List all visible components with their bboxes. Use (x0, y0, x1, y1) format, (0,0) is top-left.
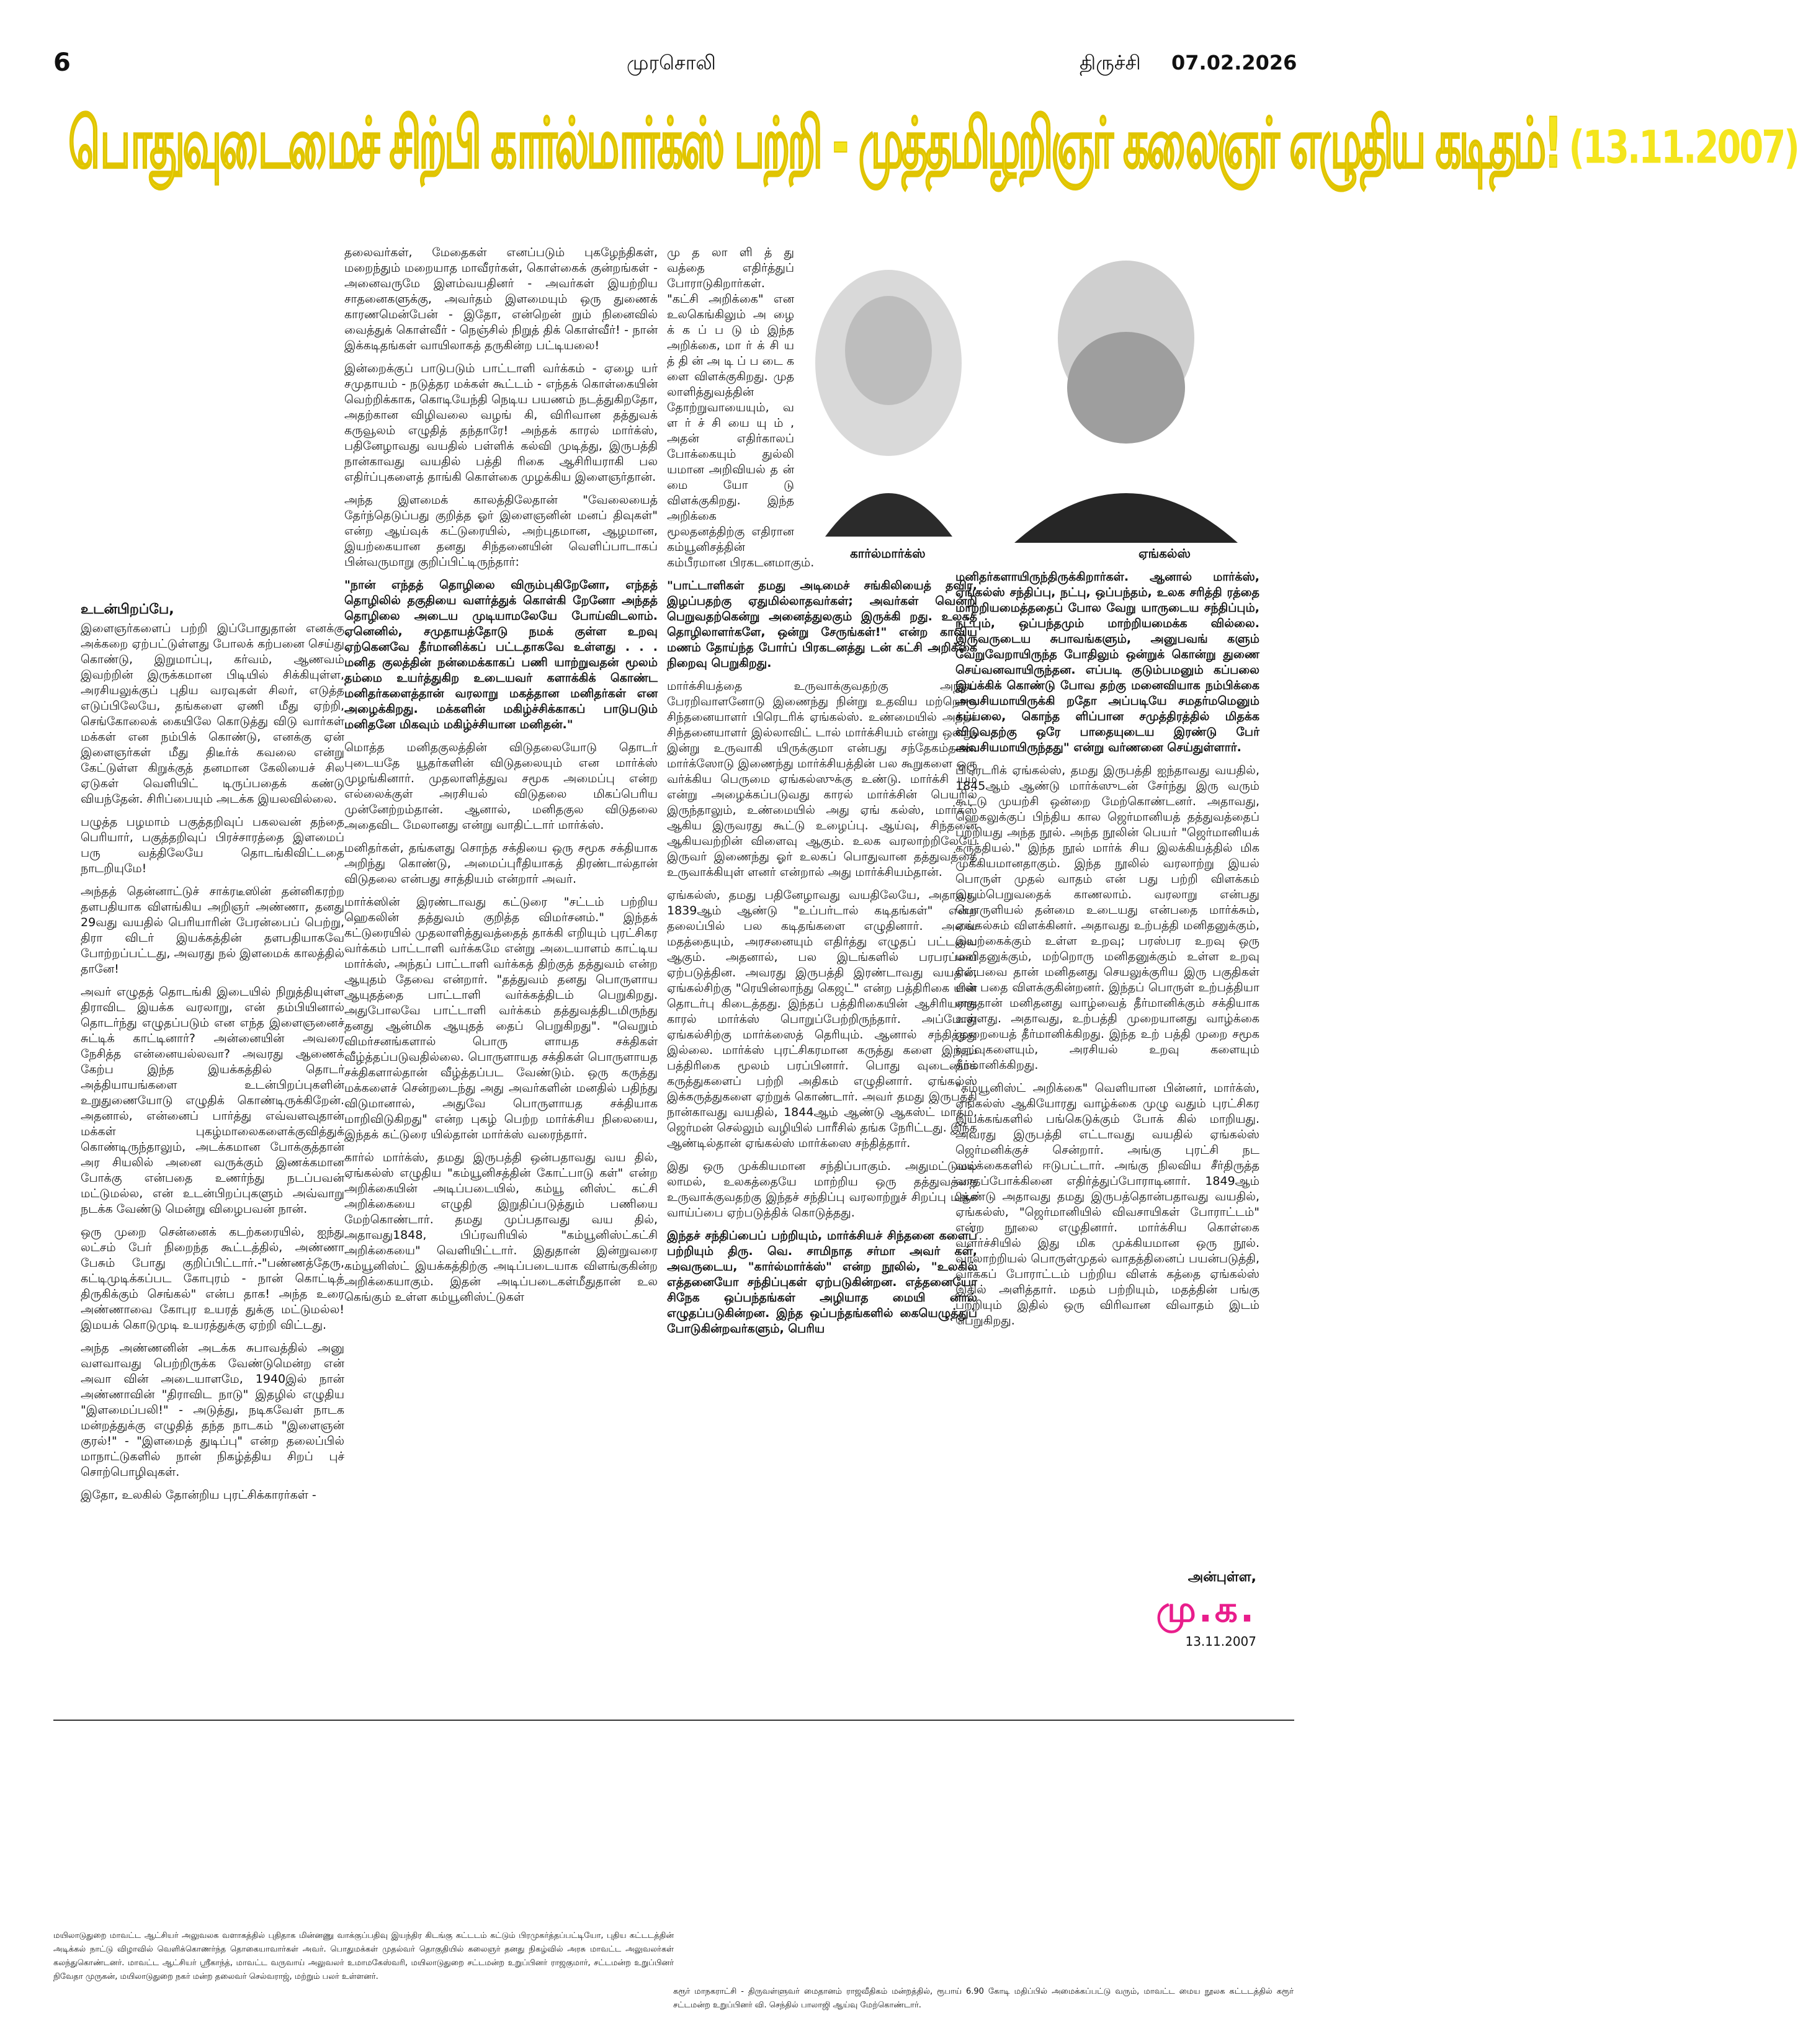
paragraph: அவர் எழுதத் தொடங்கி இடையில் நிறுத்தியுள்ள திராவிட இயக்க வரலாறு, என் தம்பியினால் தொடர்ந்து எழுதப்படும் என எந்த இளைஞனைச் சுட்டிக் காட்டினார்? அன்னையின் அவரை நேசித்த என்னையல்லவா? அவரது ஆணைக் கேற்ப இந்த இயக்கத்தில் தொடர் அத்தியாயங்களை உடன்பிறப்புகளின் உறுதுணையோடு எழுதிக் கொண்டிருக்கிறேன். அதனால், என்னைப் பார்த்து எவ்வளவுதான் மக்கள் புகழ்மாலைகளைக்குவித்துக் கொண்டிருந்தாலும், அடக்கமான போக்குத்தான் அர சியலில் அனை வருக்கும் இணக்கமான போக்கு என்பதை உணர்ந்து நடப்பவன் மட்டுமல்ல, என் உடன்பிறப்புகளும் அவ்வாறு நடக்க வேண்டு மென்று விழைபவன் நான். (81, 985, 344, 1216)
paragraph: கார்ல் மார்க்ஸ், தமது இருபத்தி ஒன்பதாவது வய தில், ஏங்கல்ஸ் எழுதிய "கம்யூனிசத்தின் கோட்பாடு கள்" என்ற அறிக்கையின் அடிப்படையில், கம்யூ னிஸ்ட் கட்சி அறிக்கையை எழுதி இறுதிப்படுத்தும் பணியை மேற்கொண்டார். தமது முப்பதாவது வய தில், அதாவது1848, பிப்ரவரியில் "கம்யூனிஸ்ட்கட்சி அறிக்கையை" வெளியிட்டார். இதுதான் இன்றுவரை கம்யூனிஸ்ட் இயக்கத்திற்கு அடிப்படையாக விளங்குகின்ற அறிக்கையாகும். இதன் அடிப்படைகள்மீதுதான் உல கெங்கும் உள்ள கம்யூனிஸ்ட்டுகள் (344, 1151, 658, 1304)
article-column-4 (955, 569, 1259, 1593)
paragraph: பிரெடரிக் ஏங்கல்ஸ், தமது இருபத்தி ஐந்தாவது வயதில், 1845ஆம் ஆண்டு மார்க்ஸுடன் சேர்ந்து இரு வரும் கூட்டு முயற்சி ஒன்றை மேற்கொண்டனர். அதாவது, ஹெகலுக்குப் பிந்திய கால ஜெர்மானியத் தத்துவத்தைப் பற்றியது அந்த நூல். அந்த நூலின் பெயர் "ஜெர்மானியக் கருத்தியல்." இந்த நூல் மார்க் சிய இலக்கியத்தில் மிக முக்கியமானதாகும். இந்த நூலில் வரலாற்று இயல் பொருள் முதல் வாதம் என் பது பற்றி விளக்கம் இடம்பெறுவதைக் காணலாம். வரலாறு என்பது பொருளியல் தன்மை உடையது என்பதை மார்க்சும், ஏங்கல்சும் விளக்கினர். அதாவது உற்பத்தி மனிதனுக்கும், இயற்கைக்கும் உள்ள உறவு; பரஸ்பர உறவு ஒரு மனிதனுக்கும், மற்றொரு மனிதனுக்கும் உள்ள உறவு என்பவை தான் மனிதனது செயலுக்குரிய இரு பகுதிகள் என் பதை விளக்குகின்றனர். இந்தப் பொருள் உற்பத்தியா னதுதான் மனிதனது வாழ்வைத் தீர்மானிக்கும் சக்தியாக உள்ளது. அதாவது, உற்பத்தி முறையானது வாழ்க்கை முறையைத் தீர்மானிக்கிறது. இந்த உற் பத்தி முறை சமூக உறவுகளையும், அரசியல் உறவு களையும் தீர்மானிக்கிறது. (955, 764, 1259, 1072)
paragraph: தலைவர்கள், மேதைகள் எனப்படும் புகழேந்திகள், மறைந்தும் மறையாத மாவீரர்கள், கொள்கைக் குன்றங்கள் - அனைவருமே இளம்வயதினர் - அவர்கள் இயற்றிய சாதனைகளுக்கு, அவர்தம் இளமையும் ஒரு துணைக் காரணமென்பேன் - இதோ, என்றென் றும் நினைவில் வைத்துக் கொள்வீர் - நெஞ்சில் நிறுத் திக் கொள்வீர்! - நான் இக்கடிதங்கள் வாயிலாகத் தருகின்ற பட்டியலை! (344, 246, 658, 352)
paragraph: ஏங்கல்ஸ், தமது பதினேழாவது வயதிலேயே, அதாவது 1839ஆம் ஆண்டு "உப்பர்டால் கடிதங்கள்" என்ற தலைப்பில் பல கடிதங்களை எழுதினார். அவை மதத்தையும், அரசனையும் எதிர்த்து எழுதப் பட்டவை ஆகும். அதனால், பல இடங்களில் பரபரப்பை ஏற்படுத்தின. அவரது இருபத்தி இரண்டாவது வயதில், ஏங்கல்சிற்கு "ரெயின்லாந்து கெஜட்" என்ற பத்திரிகை யின் தொடர்பு கிடைத்தது. இந்தப் பத்திரிகையின் ஆசிரியராக காரல் மார்க்ஸ் பொறுப்பேற்றிருந்தார். அப்போது ஏங்கல்சிற்கு மார்க்ஸைத் தெரியும். ஆனால் சந்தித்தது இல்லை. மார்க்ஸ் புரட்சிகரமான கருத்து களை இந்தப் பத்திரிகை மூலம் பரப்பினார். பொது வுடைமைக் கருத்துகளைப் பற்றி அதிகம் எழுதினார். ஏங்கல்ஸ் இக்கருத்துகளை ஏற்றுக் கொண்டார். அவர் தமது இருபத்தி நான்காவது வயதில், 1844ஆம் ஆண்டு ஆகஸ்ட் மாதம், ஜெர்மன் செல்லும் வழியில் பாரீசில் தங்க நேரிட்டது. இந்த ஆண்டில்தான் ஏங்கல்ஸ் மார்க்ஸை சந்தித்தார். (667, 888, 977, 1150)
paragraph: மு த லா ளி த் து வத்தை எதிர்த்துப் போராடுகிறார்கள். "கட்சி அறிக்கை" என உலகெங்கிலும் அ ழை க் க ப் ப டு ம் இந்த அறிக்கை, மா ர் க் சி ய த் தி ன் அ டி ப் ப டை க ளை விளக்குகிறது. முத லாளித்துவத்தின் தோற்றுவாயையும், வ ள ர் ச் சி யை யு ம் , அதன் எதிர்காலப் போக்கையும் துல்லி யமான அறிவியல் த ன் மை யோ டு விளக்குகிறது. இந்த அறிக்கை மூலதனத்திற்கு எதிரான கம்யூனிசத்தின் கம்பீரமான பிரகடனமாகும். (667, 246, 815, 569)
paragraph: மனிதர்கள், தங்களது சொந்த சக்தியை ஒரு சமூக சக்தியாக அறிந்து கொண்டு, அமைப்புரீதியாகத் திரண்டால்தான் விடுதலை என்பது சாத்தியம் என்றார் அவர். (344, 841, 658, 886)
headline-title: பொதுவுடைமைச் சிற்பி கார்ல்மார்க்ஸ் பற்றி - முத்தமிழறிஞர் கலைஞர் எழுதிய கடிதம்! (68, 102, 1560, 184)
sharma-quote-continued: மனிதர்களாயிருந்திருக்கிறார்கள். ஆனால் மார்க்ஸ், ஏங்கல்ஸ் சந்திப்பு, நட்பு, ஒப்பந்தம், உலக சரித்தி ரத்தை மாற்றியமைத்ததைப் போல வேறு யாருடைய சந்திப்பும், நட்பும், ஒப்பந்தமும் மாற்றியமைக்க வில்லை. இருவருடைய சுபாவங்களும், அனுபவங் களும் வேறுவேறாயிருந்த போதிலும் ஒன்றுக் கொன்று துணை செய்வனவாயிருந்தன. எப்படி குடும்பமனும் கப்பலை இயக்கிக் கொண்டு போவ தற்கு மனைவியாக நம்பிக்கை அவசியமாயிருக்கி றதோ அப்படியே சமதர்மமெனும் கப்பலை, கொந்த ளிப்பான சமுத்திரத்தில் மிதக்க விடுவதற்கு ஒரே பாதையுடைய இரண்டு பேர் அவசியமாயிருந்தது" என்று வர்ணனை செய்துள்ளார். (955, 570, 1259, 754)
paragraph: மார்க்சியத்தை உருவாக்குவதற்கு அந்தப் பேரறிவாளனோடு இணைந்து நின்று உதவிய மற்றொரு சிந்தனையாளர் பிரெடரிக் ஏங்கல்ஸ். உண்மையில் அந்தச் சிந்தனையாளர் இல்லாவிட் டால் மார்க்சியம் என்று ஒன்று, இன்று உருவாகி யிருக்குமா என்பது சந்தேகம்தான். மார்க்ஸோடு இணைந்து மார்க்சியத்தின் பல கூறுகளை ஒரு வர்க்கிய பெருமை ஏங்கல்ஸுக்கு உண்டு. மார்க்சி யம் என்று அழைக்கப்படுவது காரல் மார்க்சின் பெயரில் இருந்தாலும், உண்மையில் அது ஏங் கல்ஸ், மார்க்ஸ் ஆகிய இருவரது கூட்டு உழைப்பு. ஆய்வு, சிந்தனை ஆகியவற்றின் விளைவு ஆகும். உலக வரலாற்றிலேயே இருவர் இணைந்து ஓர் உலகப் பொதுவான தத்துவத்தை உருவாக்கியுள் ளனர் என்றால் அது மார்க்சியம்தான். (667, 679, 977, 879)
article-column-1 (81, 602, 344, 1582)
marx-caption: கார்ல்மார்க்ஸ் (850, 546, 926, 561)
paragraph: அந்த இளமைக் காலத்திலேதான் "வேலையைத் தேர்ந்தெடுப்பது குறித்த ஓர் இளைஞனின் மனப் திவுகள்" என்ற ஆய்வுக் கட்டுரையில், அற்புதமான, ஆழமான, இயற்கையான தனது சிந்தனையின் வெளிப்பாடாகப் பின்வருமாறு குறிப்பிட்டிருந்தார்: (344, 493, 658, 569)
paragraph: மொத்த மனிதகுலத்தின் விடுதலையோடு தொடர் புடையதே யூதர்களின் விடுதலையும் என மார்க்ஸ் முழங்கினார். முதலாளித்துவ சமூக அமைப்பு என்ற எல்லைக்குள் அரசியல் விடுதலை மிகப்பெரிய முன்னேற்றம்தான். ஆனால், மனிதகுல விடுதலை அதைவிட மேலானது என்று வாதிட்டார் மார்க்ஸ். (344, 741, 658, 832)
bottom-caption-left: மயிலாடுதுறை மாவட்ட ஆட்சியர் அலுவலக வளாகத்தில் புதிதாக மின்னணு வாக்குப்பதிவு இயந்திர கிடங்கு கட்டடம் கட்டும் பிரமுகர்த்தப்பட்டியோ, புதிய கட்டடத்தின் அடிக்கல் நாட்டு விழாவில் வெளிக்கொணர்ந்த தொகையாவார்கள் அவர். பொதுமக்கள் முதல்வர் தொகுதியில் கலைஞர் தனது நிகழ்வில் அரசு மாவட்ட அலுவலர்கள் கலந்துகொண்டனர். மாவட்ட ஆட்சியர் ஸ்ரீகாந்த், மாவட்ட வருவாய் அலுவலர் உமாமகேஸ்வரி, மயிலாடுதுறை சட்டமன்ற உறுப்பினர் ராஜகுமார், சட்டமன்ற உறுப்பினர் நிவேதா முருகன், மயிலாடுதுறை நகர் மன்ற தலைவர் செல்வராஜ், மற்றும் பலர் உள்ளனர். (53, 1931, 674, 1981)
sharma-quote: இந்தச் சந்திப்பைப் பற்றியும், மார்க்சியச் சிந்தனை களைப் பற்றியும் திரு. வெ. சாமிநாத சர்மா அவர் கள், அவருடைய, "கார்ல்மார்க்ஸ்" என்ற நூலில், "உலகில் எத்தனையோ சந்திப்புகள் ஏற்படுகின்றன. எத்தனையோ சிநேக ஒப்பந்தங்கள் அழியாத மையி னால் எழுதப்படுகின்றன. இந்த ஒப்பந்தங்களில் கையெழுத்துப் போடுகின்றவர்களும், பெரிய (667, 1229, 977, 1336)
engels-portrait-illustration (996, 245, 1256, 543)
signature-salutation: அன்புள்ள, (1187, 1569, 1256, 1585)
paragraph: பழுத்த பழமாம் பகுத்தறிவுப் பகலவன் தந்தை பெரியார், பகுத்தறிவுப் பிரச்சாரத்தை இளமைப் பரு வத்திலேயே தொடங்கிவிட்டதை நாடறியுமே! (81, 815, 344, 875)
article-column-2 (344, 245, 658, 1582)
article-column-3 (667, 245, 977, 1585)
headline (68, 102, 1798, 215)
engels-portrait (996, 245, 1256, 543)
marx-portrait (800, 245, 977, 549)
paragraph: அந்தத் தென்னாட்டுச் சாக்ரடீஸின் தன்னிகரற்ற தளபதியாக விளங்கிய அறிஞர் அண்ணா, தனது 29வது வயதில் பெரியாரின் பேரன்பைப் பெற்று, திரா விடர் இயக்கத்தின் தளபதியாகவே போற்றப்பட்டது, அவரது நல் இளமைக் காலத்தில் தானே! (81, 885, 344, 976)
paragraph: ஒரு முறை சென்னைக் கடற்கரையில், ஐந்து லட்சம் பேர் நிறைந்த கூட்டத்தில், அண்ணா பேசும் போது குறிப்பிட்டார்.-"பண்ணத்தேரு, கட்டிமுடிக்கப்பட கோபுரம் - நான் கொட்டித் திருகிக்கும் செங்கல்" என்ப தாக! அந்த உரை அண்ணாவை கோபுர உயரத் துக்கு மட்டுமல்ல! இமயக் கொடுமுடி உயரத்துக்கு ஏற்றி விட்டது. (81, 1225, 344, 1332)
bottom-caption-right: கரூர் மாநகராட்சி - திருவள்ளுவர் மைதானம் ராஜவீதிகம் மன்றத்தில், ரூபாய் 6.90 கோடி மதிப்பில் அமைக்கப்பட்டு வரும், மாவட்ட மைய நூலக கட்டடத்தில் கரூர் சட்டமன்ற உறுப்பினர் வி. செந்தில் பாலாஜி ஆய்வு மேற்கொண்டார். (673, 1987, 1294, 2010)
page-number: 6 (53, 48, 71, 77)
issue-date: 07.02.2026 (1171, 51, 1297, 74)
page-header (0, 0, 1325, 93)
paragraph: இன்றைக்குப் பாடுபடும் பாட்டாளி வர்க்கம் - ஏழை யர் சமுதாயம் - நடுத்தர மக்கள் கூட்டம் - எந்தக் கொள்கையின் வெற்றிக்காக, கொடியேந்தி நெடிய பயணம் நடத்துகிறதோ, அதற்கான விழிவலை வழங் கி, விரிவான தத்துவக் கருவூலம் எழுதித் தந்தாரே! அந்தக் காரல் மார்க்ஸ், பதினேழாவது வயதில் பள்ளிக் கல்வி முடித்து, இருபத்தி நான்காவது வயதில் பத்தி ரிகை ஆசிரியராகி பல எதிர்ப்புகளைத் தாங்கி கொள்கை முழக்கிய இளைஞர்தான். (344, 362, 658, 484)
paragraph: "கம்யூனிஸ்ட் அறிக்கை" வெளியான பின்னர், மார்க்ஸ், ஏங்கல்ஸ் ஆகியோரது வாழ்க்கை முழு வதும் புரட்சிகர இயக்கங்களில் பங்கெடுக்கும் போக் கில் மாறியது. அவரது இருபத்தி எட்டாவது வயதில் ஏங்கல்ஸ் ஜெர்மனிக்குச் சென்றார். அங்கு புரட்சி நட வடிக்கைகளில் ஈடுபட்டார். அங்கு நிலவிய சீர்திருத்த வாதப்போக்கினை எதிர்த்துப்போராடினார். 1849ஆம் ஆண்டு அதாவது தமது இருபத்தொன்பதாவது வயதில், ஏங்கல்ஸ், "ஜெர்மானியில் விவசாயிகள் போராட்டம்" என்ற நூலை எழுதினார். மார்க்சிய கொள்கை வளர்ச்சியில் இது மிக முக்கியமான ஒரு நூல். வரலாற்றியல் பொருள்முதல் வாதத்தினைப் பயன்படுத்தி, வர்க்கப் போராட்டம் பற்றிய விளக் கத்தை ஏங்கல்ஸ் இதில் அளித்தார். மதம் பற்றியும், மதத்தின் பங்கு பற்றியும் இதில் ஒரு விரிவான விவாதம் இடம் பெறுகிறது. (955, 1081, 1259, 1328)
paragraph: இது ஒரு முக்கியமான சந்திப்பாகும். அதுமட்டுமல் லாமல், உலகத்தையே மாற்றிய ஒரு தத்துவத்தை உருவாக்குவதற்கு இந்தச் சந்திப்பு வரலாற்றுச் சிறப்பு மிக்க வாய்ப்பை ஏற்படுத்திக் கொடுத்தது. (667, 1159, 977, 1220)
signature-date: 13.11.2007 (1185, 1634, 1256, 1649)
section-divider (53, 1720, 1294, 1721)
edition-name: திருச்சி (1080, 51, 1141, 74)
signature-initials: மு.க. (1156, 1588, 1256, 1630)
manifesto-quote: "பாட்டாளிகள் தமது அடிமைச் சங்கிலியைத் தவிர, இழப்பதற்கு ஏதுமில்லாதவர்கள்; அவர்கள் வென்றி பெறுவதற்கென்று அனைத்துலகும் இருக்கி றது. உலகத் தொழிலாளர்களே, ஒன்று சேருங்கள்!" என்ற காவிய மணம் தோய்ந்த போர்ப் பிரகடனத்து டன் கட்சி அறிக்கை நிறைவு பெறுகிறது. (667, 579, 977, 670)
paragraph: மார்க்ஸின் இரண்டாவது கட்டுரை "சட்டம் பற்றிய ஹெகலின் தத்துவம் குறித்த விமர்சனம்." இந்தக் கட்டுரையில் முதலாளித்துவத்தைத் தாக்கி எறியும் புரட்சிகர வர்க்கம் பாட்டாளி வர்க்கமே என்று அடையாளம் காட்டிய மார்க்ஸ், அந்தப் பாட்டாளி வர்க்கத் திற்குத் தத்துவம் என்ற ஆயுதம் தேவை என்றார். "தத்துவம் தனது பொருளாய ஆயுதத்தை பாட்டாளி வர்க்கத்திடம் பெறுகிறது. அதுபோலவே பாட்டாளி வர்க்கம் தத்துவத்திடமிருந்து தனது ஆன்மிக ஆயுதத் தைப் பெறுகிறது". "வெறும் விமர்சனங்களால் பொரு ளாயத சக்திகள் வீழ்த்தப்படுவதில்லை. பொருளாயத சக்திகள் பொருளாயத சக்திகளால்தான் வீழ்த்தப்பட வேண்டும். ஒரு கருத்து மக்களைச் சென்றடைந்து அது அவர்களின் மனதில் பதிந்து விடுமானால், அதுவே பொருளாயத சக்தியாக மாறிவிடுகிறது" என்ற புகழ் பெற்ற மார்க்சிய நிலையை, இந்தக் கட்டுரை யில்தான் மார்க்ஸ் வரைந்தார். (344, 895, 658, 1141)
paragraph: அந்த அண்ணனின் அடக்க சுபாவத்தில் அனு வளவாவது பெற்றிருக்க வேண்டுமென்ற என் அவா வின் அடையாளமே, 1940இல் நான் அண்ணாவின் "திராவிட நாடு" இதழில் எழுதிய "இளமைப்பலி!" - அடுத்து, நடிகவேள் நாடக மன்றத்துக்கு எழுதித் தந்த நாடகம் "இளைஞன் குரல்!" - "இளமைத் துடிப்பு" என்ற தலைப்பில் மாநாட்டுகளில் நான் நிகழ்த்திய சிறப் புச் சொற்பொழிவுகள். (81, 1341, 344, 1479)
headline-letter-date: (13.11.2007) (1568, 122, 1798, 174)
engels-caption: ஏங்கல்ஸ் (1138, 546, 1191, 561)
paragraph: இதோ, உலகில் தோன்றிய புரட்சிக்காரர்கள் - (81, 1488, 316, 1502)
paragraph: இளைஞர்களைப் பற்றி இப்போதுதான் எனக்கு அக்கறை ஏற்பட்டுள்ளது போலக் கற்பனை செய்து கொண்டு, இறுமாப்பு, கர்வம், ஆணவம் இவற்றின் இருக்கமான பிடியில் சிக்கியுள்ள, அரசியலுக்குப் புதிய வரவுகள் சிலர், எடுத்த எடுப்பிலேயே, தங்களை ஏணி மீது ஏற்றி, செங்கோலைக் கையிலே கொடுத்து விடு வார்கள் மக்கள் என நம்பிக் கொண்டு, எனக்கு ஏன் இளைஞர்கள் மீது திடீர்க் கவலை என்று கேட்டுள்ள கிறுக்குத் தனமான கேலியைச் சில ஏடுகள் வெளியிட் டிருப்பதைக் கண்டு வியந்தேன். சிரிப்பையும் அடக்க இயலவில்லை. (81, 622, 344, 806)
marx-quote: "நான் எந்தத் தொழிலை விரும்புகிறேனோ, எந்தத் தொழிலில் தகுதியை வளர்த்துக் கொள்கி றேனோ அந்தத் தொழிலை அடைய முடியாமலேயே போய்விடலாம். ஏனெனில், சமுதாயத்தோடு நமக் குள்ள உறவு ஏற்கெனவே தீர்மானிக்கப் பட்டதாகவே உள்ளது . . . மனித குலத்தின் நன்மைக்காகப் பணி யாற்றுவதன் மூலம் தம்மை உயர்த்துகிற உடையவர் களாக்கிக் கொண்ட மனிதர்களைத்தான் வரலாறு மகத்தான மனிதர்கள் என அழைக்கிறது. மக்களின் மகிழ்ச்சிக்காகப் பாடுபடும் மனிதனே மிகவும் மகிழ்ச்சியான மனிதன்." (344, 578, 658, 731)
marx-portrait-illustration (800, 245, 977, 549)
salutation: உடன்பிறப்பே, (81, 602, 174, 617)
newspaper-name: முரசொலி (627, 51, 716, 74)
